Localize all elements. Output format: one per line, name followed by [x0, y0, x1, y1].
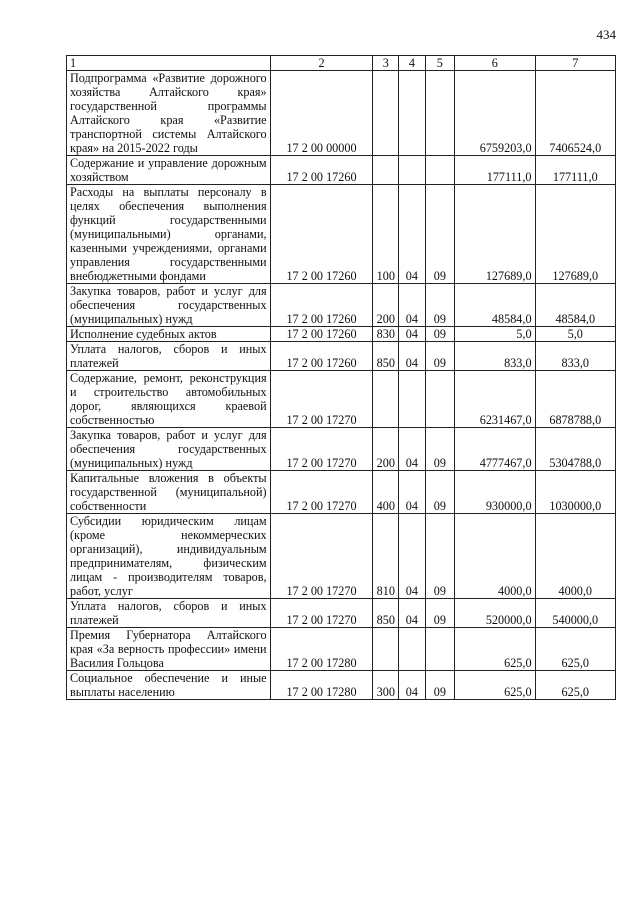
- cell-subsection: [425, 628, 455, 671]
- budget-table-body: [67, 56, 616, 700]
- cell-target-article: 17 2 00 17270: [270, 514, 373, 599]
- cell-target-article: 17 2 00 17260: [270, 185, 373, 284]
- table-row: [67, 599, 616, 628]
- cell-target-article: 17 2 00 17270: [270, 599, 373, 628]
- cell-sum-year-1: 177111,0: [455, 156, 535, 185]
- cell-section: 04: [399, 185, 425, 284]
- cell-target-article: 17 2 00 17280: [270, 671, 373, 700]
- cell-sum-year-2: 625,0: [535, 628, 615, 671]
- page-number: 434: [596, 27, 616, 42]
- cell-subsection: [425, 156, 455, 185]
- cell-subsection: 09: [425, 671, 455, 700]
- cell-expense-type: [373, 71, 399, 156]
- cell-section: [399, 628, 425, 671]
- cell-target-article: 17 2 00 17260: [270, 327, 373, 342]
- cell-section: 04: [399, 428, 425, 471]
- cell-name: Уплата налогов, сборов и иных платежей: [67, 342, 271, 371]
- cell-expense-type: 830: [373, 327, 399, 342]
- cell-expense-type: 200: [373, 284, 399, 327]
- table-header-row: [67, 56, 616, 71]
- cell-name: Закупка товаров, работ и услуг для обеспечения государственных (муниципальных) нужд: [67, 284, 271, 327]
- cell-expense-type: 850: [373, 342, 399, 371]
- cell-name: Премия Губернатора Алтайского края «За верность профессии» имени Василия Гольцова: [67, 628, 271, 671]
- cell-expense-type: 300: [373, 671, 399, 700]
- cell-sum-year-1: 4000,0: [455, 514, 535, 599]
- cell-sum-year-1: 48584,0: [455, 284, 535, 327]
- cell-subsection: 09: [425, 471, 455, 514]
- cell-sum-year-1: 6759203,0: [455, 71, 535, 156]
- cell-subsection: [425, 371, 455, 428]
- cell-name: Подпрограмма «Развитие дорожного хозяйства Алтайского края» государственной программы Алтайского края «Развитие транспортной системы Алтайского края» на 2015-2022 годы: [67, 71, 271, 156]
- cell-sum-year-1: 127689,0: [455, 185, 535, 284]
- cell-target-article: 17 2 00 17260: [270, 284, 373, 327]
- cell-expense-type: 400: [373, 471, 399, 514]
- header-cell-5: 5: [425, 56, 455, 71]
- cell-sum-year-2: 625,0: [535, 671, 615, 700]
- header-cell-4: 4: [399, 56, 425, 71]
- budget-table: [66, 55, 616, 700]
- cell-section: 04: [399, 327, 425, 342]
- cell-sum-year-2: 5304788,0: [535, 428, 615, 471]
- cell-expense-type: [373, 628, 399, 671]
- cell-sum-year-2: 48584,0: [535, 284, 615, 327]
- cell-subsection: 09: [425, 284, 455, 327]
- cell-expense-type: 100: [373, 185, 399, 284]
- cell-expense-type: [373, 156, 399, 185]
- cell-section: 04: [399, 342, 425, 371]
- cell-name: Расходы на выплаты персоналу в целях обеспечения выполнения функций государственными (муниципальными) органами, казенными учреждениями, органами управления государственными внебюджетными фондами: [67, 185, 271, 284]
- header-cell-3: 3: [373, 56, 399, 71]
- cell-section: 04: [399, 284, 425, 327]
- cell-sum-year-2: 540000,0: [535, 599, 615, 628]
- cell-name: Социальное обеспечение и иные выплаты населению: [67, 671, 271, 700]
- cell-sum-year-1: 5,0: [455, 327, 535, 342]
- cell-target-article: 17 2 00 17260: [270, 342, 373, 371]
- header-cell-1: 1: [67, 56, 271, 71]
- cell-sum-year-2: 833,0: [535, 342, 615, 371]
- cell-sum-year-2: 4000,0: [535, 514, 615, 599]
- cell-sum-year-2: 7406524,0: [535, 71, 615, 156]
- header-cell-2: 2: [270, 56, 373, 71]
- cell-section: 04: [399, 599, 425, 628]
- cell-expense-type: 810: [373, 514, 399, 599]
- cell-section: [399, 156, 425, 185]
- table-row: [67, 284, 616, 327]
- table-row: [67, 671, 616, 700]
- cell-section: 04: [399, 671, 425, 700]
- cell-sum-year-1: 625,0: [455, 671, 535, 700]
- cell-target-article: 17 2 00 17270: [270, 471, 373, 514]
- header-cell-6: 6: [455, 56, 535, 71]
- cell-name: Закупка товаров, работ и услуг для обеспечения государственных (муниципальных) нужд: [67, 428, 271, 471]
- cell-subsection: 09: [425, 327, 455, 342]
- cell-sum-year-1: 4777467,0: [455, 428, 535, 471]
- table-row: [67, 342, 616, 371]
- cell-expense-type: [373, 371, 399, 428]
- cell-subsection: 09: [425, 599, 455, 628]
- table-row: [67, 514, 616, 599]
- cell-sum-year-1: 833,0: [455, 342, 535, 371]
- cell-name: Уплата налогов, сборов и иных платежей: [67, 599, 271, 628]
- cell-expense-type: 200: [373, 428, 399, 471]
- header-cell-7: 7: [535, 56, 615, 71]
- table-row: [67, 471, 616, 514]
- cell-target-article: 17 2 00 17260: [270, 156, 373, 185]
- cell-sum-year-2: 6878788,0: [535, 371, 615, 428]
- table-row: [67, 428, 616, 471]
- table-row: [67, 327, 616, 342]
- cell-sum-year-2: 177111,0: [535, 156, 615, 185]
- cell-section: 04: [399, 514, 425, 599]
- cell-target-article: 17 2 00 17270: [270, 371, 373, 428]
- cell-section: [399, 71, 425, 156]
- table-row: [67, 628, 616, 671]
- cell-name: Субсидии юридическим лицам (кроме некоммерческих организаций), индивидуальным предпринимателям, физическим лицам - производителям товаров, работ, услуг: [67, 514, 271, 599]
- cell-subsection: 09: [425, 342, 455, 371]
- cell-name: Капитальные вложения в объекты государственной (муниципальной) собственности: [67, 471, 271, 514]
- cell-target-article: 17 2 00 00000: [270, 71, 373, 156]
- cell-target-article: 17 2 00 17270: [270, 428, 373, 471]
- cell-name: Содержание и управление дорожным хозяйством: [67, 156, 271, 185]
- cell-name: Исполнение судебных актов: [67, 327, 271, 342]
- cell-subsection: [425, 71, 455, 156]
- cell-section: 04: [399, 471, 425, 514]
- cell-expense-type: 850: [373, 599, 399, 628]
- cell-subsection: 09: [425, 514, 455, 599]
- cell-name: Содержание, ремонт, реконструкция и строительство автомобильных дорог, являющихся краевой собственностью: [67, 371, 271, 428]
- cell-sum-year-1: 6231467,0: [455, 371, 535, 428]
- cell-sum-year-1: 930000,0: [455, 471, 535, 514]
- cell-target-article: 17 2 00 17280: [270, 628, 373, 671]
- cell-sum-year-1: 520000,0: [455, 599, 535, 628]
- table-row: [67, 71, 616, 156]
- cell-sum-year-1: 625,0: [455, 628, 535, 671]
- cell-subsection: 09: [425, 185, 455, 284]
- cell-subsection: 09: [425, 428, 455, 471]
- cell-sum-year-2: 1030000,0: [535, 471, 615, 514]
- cell-section: [399, 371, 425, 428]
- table-row: [67, 185, 616, 284]
- table-row: [67, 371, 616, 428]
- cell-sum-year-2: 127689,0: [535, 185, 615, 284]
- table-row: [67, 156, 616, 185]
- cell-sum-year-2: 5,0: [535, 327, 615, 342]
